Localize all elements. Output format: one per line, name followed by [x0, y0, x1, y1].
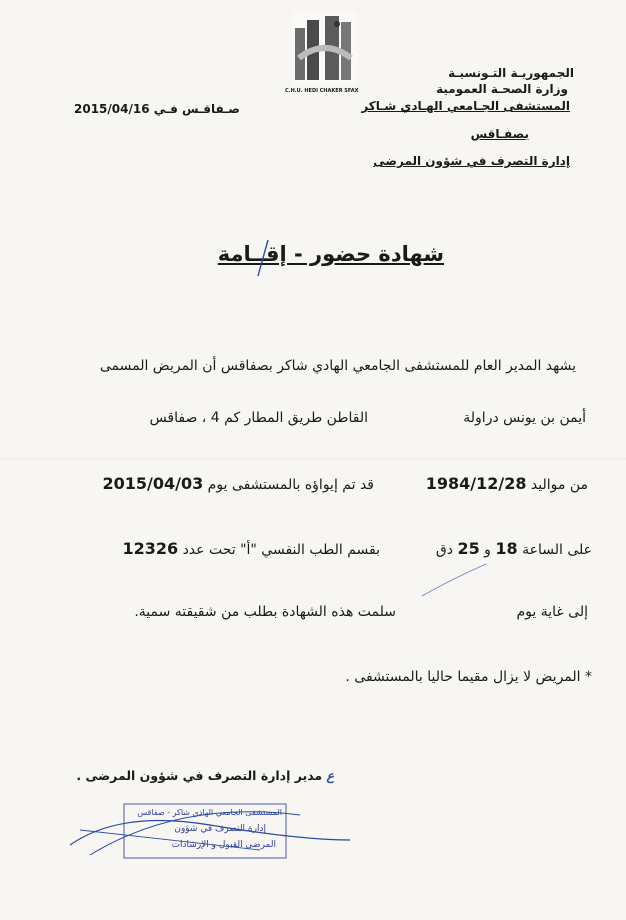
title-strike-mark — [256, 238, 270, 278]
paper-fold — [0, 458, 626, 460]
patient-name: أيمن بن يونس دراولة — [463, 410, 586, 426]
signature-prefix: ع — [326, 768, 334, 783]
stamp-line-1: المستشفى الجامعي الهادي شاكر - صفاقس — [137, 808, 282, 817]
hospital-logo — [285, 8, 365, 103]
time-prefix: على الساعة — [522, 542, 592, 558]
birth-prefix: من مواليد — [530, 477, 588, 493]
note-text: * المريض لا يزال مقيما حاليا بالمستشفى . — [345, 669, 592, 685]
patient-address: القاطن طريق المطار كم 4 ، صفاقس — [149, 410, 368, 426]
republic-label: الجمهوريـة التـونسيـة — [448, 66, 574, 80]
birth-line — [426, 474, 588, 493]
pen-mark — [420, 560, 490, 600]
time-suffix: دق — [435, 542, 453, 558]
ward-line — [122, 539, 380, 558]
birth-date: 1984/12/28 — [425, 474, 527, 493]
document-title: شهادة حضور - إقــامة — [217, 242, 444, 266]
signature-title: مدير إدارة التصرف في شؤون المرضى . — [76, 768, 323, 783]
city-label: بصفـاقس — [470, 127, 529, 141]
until-label: إلى غاية يوم — [516, 604, 588, 620]
date-in: فـي — [153, 102, 178, 116]
date-value: 2015/04/16 — [74, 102, 150, 116]
issued-text: سلمت هذه الشهادة بطلب من شقيقته سمية. — [134, 604, 396, 620]
time-and: و — [484, 542, 491, 558]
admission-line — [102, 474, 374, 493]
stamp-line-3: المرضى القبول و الإرشادات — [171, 840, 276, 850]
hospital-label: المستشفى الجـامعي الهـادي شـاكر — [361, 99, 570, 113]
date-line — [74, 102, 240, 116]
time-hour: 18 — [495, 539, 518, 558]
ward-text: بقسم الطب النفسي "أ" تحت عدد — [182, 542, 380, 558]
logo-caption: C.H.U. HEDI CHAKER SFAX — [285, 88, 359, 94]
ward-number: 12326 — [122, 539, 179, 558]
date-place: صـفاقـس — [182, 102, 240, 116]
ministry-label: وزارة الصحـة العمومية — [436, 82, 568, 96]
handwritten-signature — [60, 770, 360, 870]
time-line — [436, 539, 592, 558]
department-label: إدارة التصرف في شؤون المرضى — [373, 154, 570, 168]
admission-date: 2015/04/03 — [102, 474, 204, 493]
stamp-line-2: إدارة التصرف في شؤون — [174, 824, 266, 834]
admission-prefix: قد تم إيواؤه بالمستشفى يوم — [207, 477, 374, 493]
intro-text: يشهد المدير العام للمستشفى الجامعي الهادي شاكر بصفاقس أن المريض المسمى — [99, 358, 576, 374]
time-minutes: 25 — [457, 539, 480, 558]
